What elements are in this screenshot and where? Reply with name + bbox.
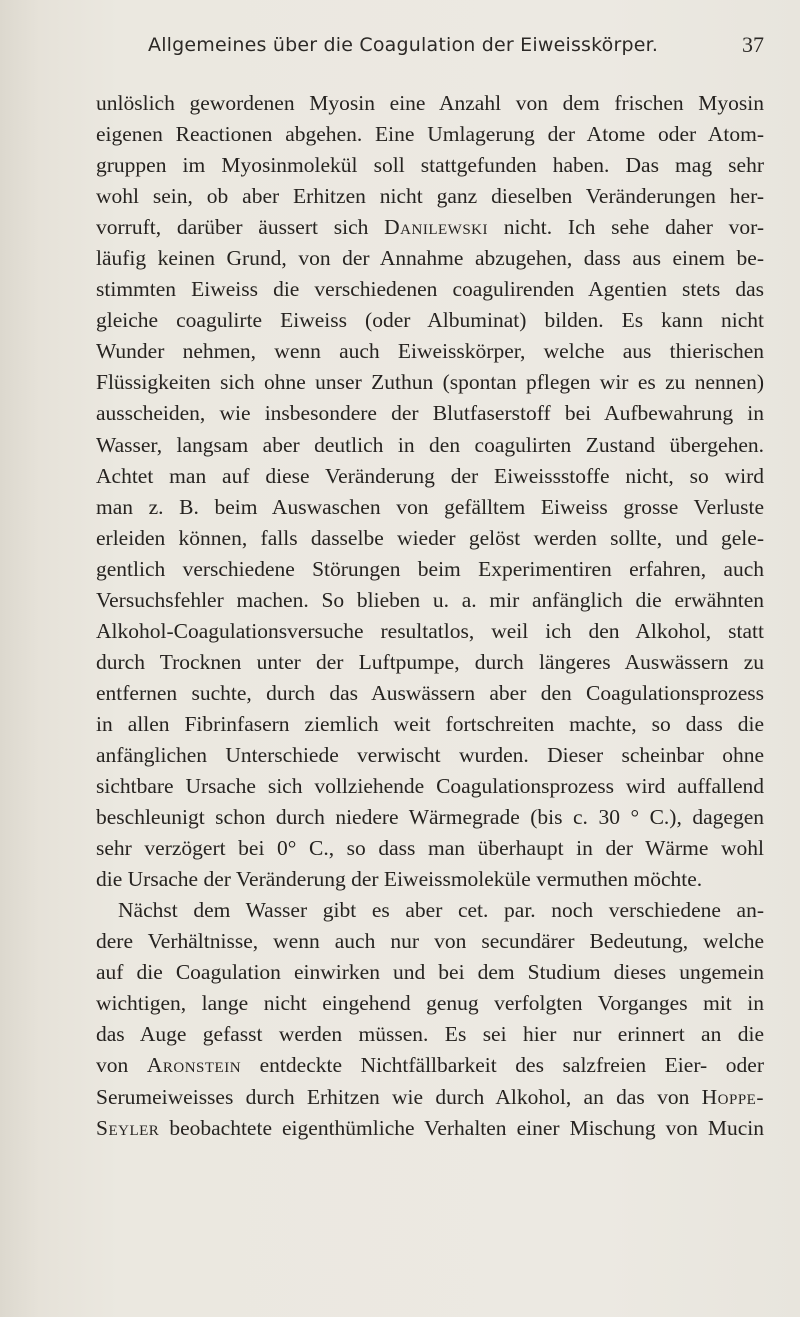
text-segment: Serumeiweisses durch Erhitzen wie durch Alkohol, an das von [96, 1084, 690, 1109]
text-line: Alkohol-Coagulationsversuche resultatlos, weil ich den Alkohol, statt [96, 618, 764, 643]
author-name: Aronstein [146, 1053, 242, 1078]
text-segment: beobachtete eigenthümliche Verhalten einer Mischung von Mucin [169, 1115, 765, 1140]
text-line: man z. B. beim Auswaschen von gefälltem Eiweiss grosse Verluste [96, 494, 764, 519]
text-line [96, 1082, 764, 1113]
text-segment: nicht. Ich sehe daher vor- [503, 215, 765, 240]
text-line [96, 1113, 764, 1144]
text-line: sehr verzögert bei 0° C., so dass man überhaupt in der Wärme wohl [96, 836, 764, 861]
text-line: sichtbare Ursache sich vollziehende Coagulationsprozess wird auffallend [96, 774, 764, 799]
text-line: eigenen Reactionen abgehen. Eine Umlagerung der Atome oder Atom- [96, 122, 764, 147]
text-line: das Auge gefasst werden müssen. Es sei hier nur erinnert an die [96, 1022, 764, 1047]
text-line: erleiden können, falls dasselbe wieder gelöst werden sollte, und gele- [96, 525, 764, 550]
text-line: Flüssigkeiten sich ohne unser Zuthun (spontan pflegen wir es zu nennen) [96, 370, 764, 395]
text-segment: von [96, 1053, 129, 1078]
page-header [96, 30, 764, 64]
text-segment: entdeckte Nichtfällbarkeit des salzfreien Eier- oder [259, 1053, 765, 1078]
text-line: die Ursache der Veränderung der Eiweissmoleküle vermuthen möchte. [96, 867, 703, 892]
text-line: stimmten Eiweiss die verschiedenen coagulirenden Agentien stets das [96, 277, 764, 302]
text-line: Achtet man auf diese Veränderung der Eiweissstoffe nicht, so wird [96, 463, 764, 488]
text-line: Nächst dem Wasser gibt es aber cet. par. noch verschiedene an- [118, 898, 764, 923]
text-line: auf die Coagulation einwirken und bei dem Studium dieses ungemein [96, 960, 764, 985]
text-line: anfänglichen Unterschiede verwischt wurden. Dieser scheinbar ohne [96, 742, 764, 767]
body-text [96, 88, 764, 1144]
text-line: entfernen suchte, durch das Auswässern aber den Coagulationsprozess [96, 680, 764, 705]
author-name: Hoppe- [701, 1084, 764, 1109]
page-number: 37 [742, 32, 764, 57]
text-line: gleiche coagulirte Eiweiss (oder Albuminat) bilden. Es kann nicht [96, 308, 764, 333]
text-line: dere Verhältnisse, wenn auch nur von secundärer Bedeutung, welche [96, 929, 764, 954]
text-line: unlöslich gewordenen Myosin eine Anzahl von dem frischen Myosin [96, 91, 764, 115]
text-line [96, 212, 764, 243]
text-segment: vorruft, darüber äussert sich [96, 215, 369, 240]
author-name: Danilewski [384, 215, 488, 240]
text-line: beschleunigt schon durch niedere Wärmegrade (bis c. 30 ° C.), dagegen [96, 805, 764, 830]
text-line: ausscheiden, wie insbesondere der Blutfaserstoff bei Aufbewahrung in [96, 401, 764, 426]
text-line: Wasser, langsam aber deutlich in den coagulirten Zustand übergehen. [96, 432, 764, 457]
text-line: wichtigen, lange nicht eingehend genug verfolgten Vorganges mit in [96, 991, 764, 1016]
text-line [96, 1050, 764, 1081]
text-line: gruppen im Myosinmolekül soll stattgefunden haben. Das mag sehr [96, 153, 764, 178]
text-line: läufig keinen Grund, von der Annahme abzugehen, dass aus einem be- [96, 246, 764, 271]
text-line: durch Trocknen unter der Luftpumpe, durch längeres Auswässern zu [96, 649, 764, 674]
text-line: wohl sein, ob aber Erhitzen nicht ganz dieselben Veränderungen her- [96, 184, 764, 209]
text-line: Versuchsfehler machen. So blieben u. a. mir anfänglich die erwähnten [96, 587, 764, 612]
running-title: Allgemeines über die Coagulation der Eiweisskörper. [148, 34, 659, 56]
text-line: Wunder nehmen, wenn auch Eiweisskörper, welche aus thierischen [96, 339, 764, 364]
text-line: gentlich verschiedene Störungen beim Experimentiren erfahren, auch [96, 556, 764, 581]
text-line: in allen Fibrinfasern ziemlich weit fortschreiten machte, so dass die [96, 711, 764, 736]
author-name: Seyler [96, 1115, 160, 1140]
